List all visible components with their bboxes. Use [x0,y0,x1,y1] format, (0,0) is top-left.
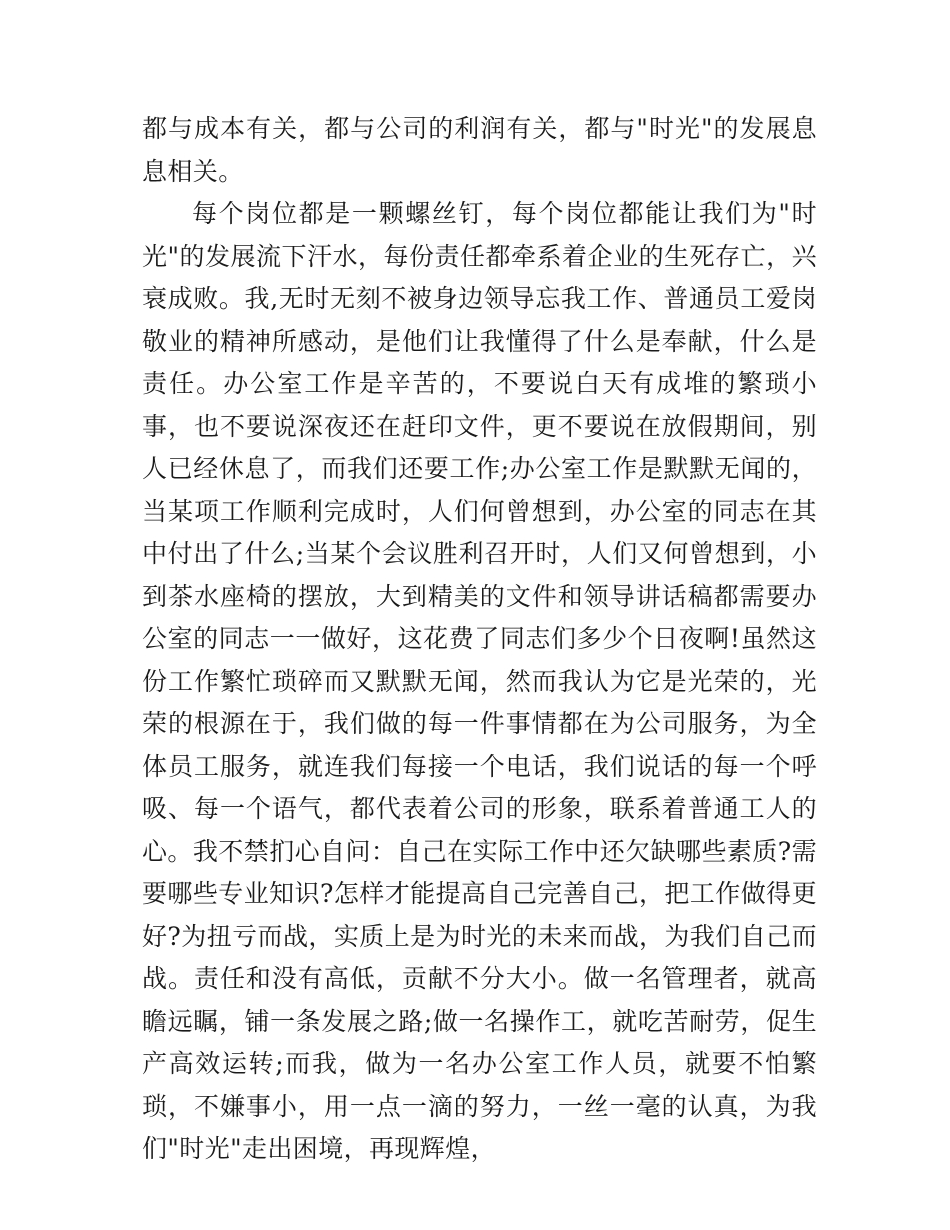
paragraph-1: 都与成本有关，都与公司的利润有关，都与"时光"的发展息息相关。 [142,114,817,186]
body-text [142,108,817,1171]
paragraph-2: 每个岗位都是一颗螺丝钉，每个岗位都能让我们为"时光"的发展流下汗水，每份责任都牵系着企业的生死存亡，兴衰成败。我,无时无刻不被身边领导忘我工作、普通员工爱岗敬业的精神所感动，是他们让我懂得了什么是奉献，什么是责任。办公室工作是辛苦的，不要说白天有成堆的繁琐小事，也不要说深夜还在赶印文件，更不要说在放假期间，别人已经休息了，而我们还要工作;办公室工作是默默无闻的，当某项工作顺利完成时，人们何曾想到，办公室的同志在其中付出了什么;当某个会议胜利召开时，人们又何曾想到，小到茶水座椅的摆放，大到精美的文件和领导讲话稿都需要办公室的同志一一做好，这花费了同志们多少个日夜啊!虽然这份工作繁忙琐碎而又默默无闻，然而我认为它是光荣的，光荣的根源在于，我们做的每一件事情都在为公司服务，为全体员工服务，就连我们每接一个电话，我们说话的每一个呼吸、每一个语气，都代表着公司的形象，联系着普通工人的心。我不禁扪心自问：自己在实际工作中还欠缺哪些素质?需要哪些专业知识?怎样才能提高自己完善自己，把工作做得更好?为扭亏而战，实质上是为时光的未来而战，为我们自己而战。责任和没有高低，贡献不分大小。做一名管理者，就高瞻远瞩，铺一条发展之路;做一名操作工，就吃苦耐劳，促生产高效运转;而我，做为一名办公室工作人员，就要不怕繁琐，不嫌事小，用一点一滴的努力，一丝一毫的认真，为我们"时光"走出困境，再现辉煌， [142,199,817,1163]
